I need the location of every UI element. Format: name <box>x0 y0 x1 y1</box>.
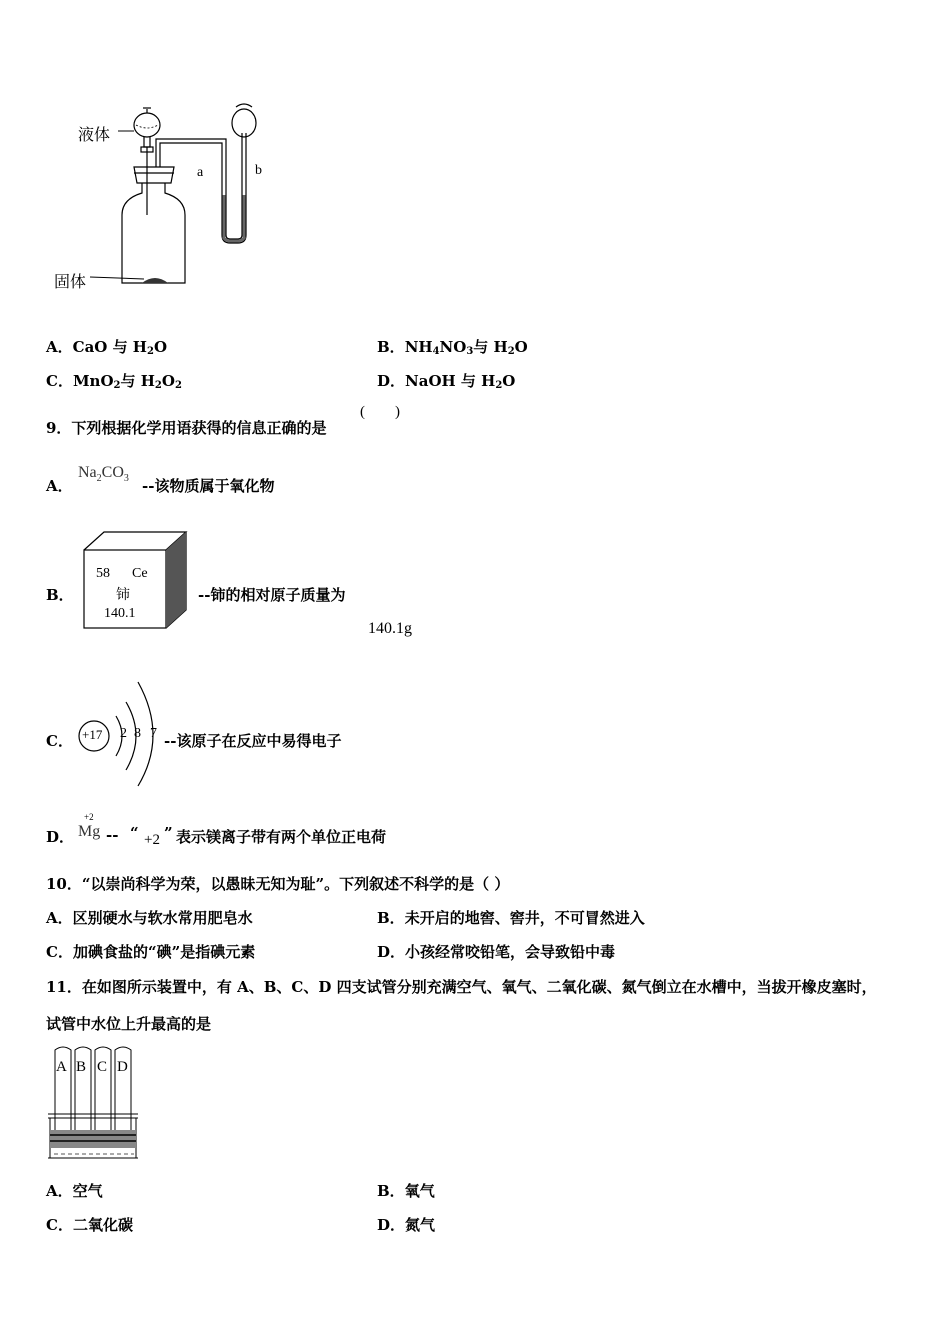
liquid-label: 液体 <box>78 127 111 144</box>
q10-option-a[interactable]: A．区别硬水与软水常用肥皂水 <box>46 909 253 927</box>
shell-3-electrons: 7 <box>150 726 157 741</box>
q11-option-c[interactable]: C．二氧化碳 <box>46 1216 133 1234</box>
tube-label-b: B <box>76 1059 87 1075</box>
cell-symbol: Ce <box>132 566 148 581</box>
q9-option-d[interactable] <box>46 810 466 850</box>
q9-c-text: --该原子在反应中易得电子 <box>164 732 342 750</box>
q8-option-d[interactable]: D．NaOH 与 $H_2O$ <box>377 372 516 391</box>
mg-symbol: Mg <box>78 823 101 840</box>
q9-option-b[interactable] <box>46 528 466 648</box>
q9-a-letter: A． <box>46 477 73 495</box>
q11-stem-line2: 试管中水位上升最高的是 <box>46 1015 212 1033</box>
q9-d-quote-open: “ <box>130 824 139 842</box>
q10-option-c[interactable]: C．加碘食盐的“碘”是指碘元素 <box>46 943 256 961</box>
solid-label: 固体 <box>54 274 87 291</box>
q11-stem-line1: 11．在如图所示装置中，有 A、B、C、D 四支试管分别充满空气、氧气、二氧化碳、氮气倒立在水槽中，当拔开橡皮塞时， <box>46 978 877 996</box>
mg-charge-superscript: +2 <box>84 812 94 822</box>
q9-c-letter: C． <box>46 732 73 750</box>
tube-label-d: D <box>117 1059 128 1075</box>
q8-option-b[interactable]: B．$NH_4NO_3$与 $H_2O$ <box>377 338 528 357</box>
tube-label-c: C <box>97 1059 108 1075</box>
q11-option-b[interactable]: B．氧气 <box>377 1182 435 1200</box>
q8-option-a[interactable]: A．CaO 与 $H_2O$ <box>46 338 168 357</box>
q11-option-a[interactable]: A．空气 <box>46 1182 103 1200</box>
tube-a-label: a <box>197 165 204 180</box>
q9-d-letter: D． <box>46 828 75 846</box>
tube-b-label: b <box>255 163 262 178</box>
q9-b-letter: B． <box>46 586 74 604</box>
q9-d-dash: -- <box>106 826 119 844</box>
q9-option-c[interactable] <box>46 678 466 788</box>
q9-b-text: --铈的相对原子质量为 <box>198 586 346 604</box>
q9-option-a[interactable] <box>46 464 446 504</box>
q9-b-value: 140.1g <box>368 620 412 637</box>
q9-d-quote-value: +2 <box>144 832 160 848</box>
gas-apparatus-figure <box>50 95 290 295</box>
q8-option-c[interactable]: C．MnO$_2$与 $H_2O_2$ <box>46 372 182 391</box>
shell-1-electrons: 2 <box>120 726 127 741</box>
shell-2-electrons: 8 <box>134 726 141 741</box>
atom-nucleus: +17 <box>82 727 103 742</box>
q11-option-d[interactable]: D．氮气 <box>377 1216 436 1234</box>
q10-option-d[interactable]: D．小孩经常咬铅笔，会导致铅中毒 <box>377 943 616 961</box>
tube-label-a: A <box>56 1059 67 1075</box>
q9-paren: ( ) <box>360 404 400 420</box>
q9-a-text: --该物质属于氧化物 <box>142 477 275 495</box>
test-tube-rack-figure <box>46 1042 142 1162</box>
cell-mass: 140.1 <box>104 606 136 621</box>
q10-option-b[interactable]: B．未开启的地窖、窖井，不可冒然进入 <box>377 909 645 927</box>
q9-a-formula: $Na_2CO_3$ <box>78 464 129 485</box>
q9-stem: 9．下列根据化学用语获得的信息正确的是 <box>46 419 327 437</box>
q9-d-quote-close: ” <box>164 824 173 842</box>
cell-atomic-number: 58 <box>96 566 110 581</box>
q9-d-text: 表示镁离子带有两个单位正电荷 <box>176 828 387 846</box>
cell-name: 铈 <box>116 588 130 603</box>
q10-stem: 10．“以崇尚科学为荣，以愚昧无知为耻”。下列叙述不科学的是（ ） <box>46 875 510 893</box>
